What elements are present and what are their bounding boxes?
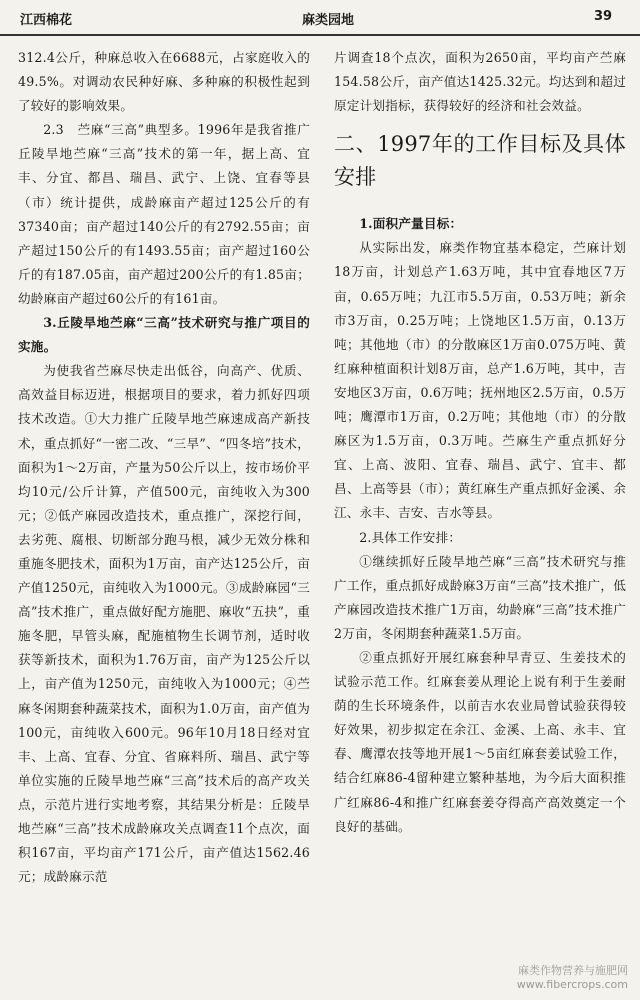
paragraph: 从实际出发，麻类作物宜基本稳定，苎麻计划18万亩，计划总产1.63万吨，其中宜春地区7万亩，0.65万吨；九江市5.5万亩，0.53万吨；新余市3万亩，0.25万吨；上饶地区1.5万亩，0.13万吨；其他地（市）的分散麻区1万亩0.075万吨、黄红麻种植面积计划8万亩，总产1.6万吨，其中，吉安地区3万亩，0.6万吨；抚州地区2.5万亩，0.5万吨；鹰潭市1万亩，0.2万吨；其他地（市）的分散麻区为1.5万亩，0.3万吨。苎麻生产重点抓好分宜、上高、波阳、宜春、瑞昌、武宁、宜丰、都昌、上高等县（市）；黄红麻生产重点抓好金溪、余江、永丰、吉安、吉水等县。 xyxy=(334,240,626,521)
page-number: 39 xyxy=(594,9,613,24)
paragraph: 2.3 苎麻“三高”典型多。1996年是我省推广丘陵旱地苎麻“三高”技术的第一年，据上高、宜丰、分宜、都昌、瑞昌、武宁、上饶、宜春等县（市）统计提供，成龄麻亩产超过125公斤的有37340亩；亩产超过140公斤的有2792.55亩；亩产超过150公斤的有1493.55亩；亩产超过160公斤的有187.05亩，亩产超过200公斤的有1.85亩；幼龄麻亩产超过60公斤的有161亩。 xyxy=(18,122,310,306)
paragraph: ①继续抓好丘陵旱地苎麻“三高”技术研究与推广工作，重点抓好成龄麻3万亩“三高”技术推广，低产麻园改造技术推广1万亩，幼龄麻“三高”技术推广2万亩，冬闲期套种蔬菜1.5万亩。 xyxy=(334,553,626,641)
paragraph: 312.4公斤，种麻总收入在6688元，占家庭收入的49.5%。对调动农民种好麻、多种麻的积极性起到了较好的影响效果。 xyxy=(18,50,310,114)
left-column xyxy=(18,46,310,889)
subsection-heading: 1.面积产量目标： xyxy=(359,216,463,232)
section-heading: 3.丘陵旱地苎麻“三高”技术研究与推广项目的实施。 xyxy=(18,315,310,355)
section-title: 二、1997年的工作目标及具体安排 xyxy=(334,132,626,190)
page-header xyxy=(0,0,640,36)
watermark-url: www.fibercrops.com xyxy=(516,978,628,991)
journal-name: 江西棉花 xyxy=(20,13,73,28)
section-name: 麻类园地 xyxy=(302,13,355,28)
watermark-title: 麻类作物营养与施肥网 xyxy=(518,964,628,977)
paragraph: 2.具体工作安排： xyxy=(359,529,462,545)
paragraph: 为使我省苎麻尽快走出低谷，向高产、优质、高效益目标迈进，根据项目的要求，着力抓好四项技术改造。①大力推广丘陵旱地苎麻速成高产新技术，重点抓好“一密二改、“三旱”、“四冬培”技术，面积为1～2万亩，产量为50公斤以上，按市场价平均10元/公斤计算，产值500元，亩纯收入为300元；②低产麻园改造技术，重点推广，深挖行间，去劣蔸、腐根、切断部分跑马根，减少无效分株和重施冬肥技术，面积为1万亩，亩产达125公斤，亩产值1250元，亩纯收入为1000元。③成龄麻园“三高”技术推广，重点做好配方施肥、麻收“五抉”，重施冬肥，早管头麻，配施植物生长调节剂，适时收获等新技术，面积为1.76万亩，亩产为125公斤以上，亩产值为1250元，亩纯收入为1000元；④苎麻冬闲期套种蔬菜技术，面积为1.0万亩，亩产值为100元，亩纯收入600元。96年10月18日经对宜丰、上高、宜春、分宜、省麻料所、瑞昌、武宁等单位实施的丘陵旱地苎麻“三高”技术后的高产攻关点，示范片进行实地考察，其结果分析是：丘陵旱地苎麻“三高”技术成龄麻攻关点调查11个点次，面积167亩，平均亩产171公斤，亩产值达1562.46元；成龄麻示范 xyxy=(18,363,310,885)
paragraph: ②重点抓好开展红麻套种早青豆、生姜技术的试验示范工作。红麻套姜从理论上说有利于生姜耐荫的生长环境条件，以前吉水农业局曾试验获得较好效果，初步拟定在余江、金溪、上高、永丰、宜春、鹰潭农技等地开展1～5亩红麻套姜试验工作，结合红麻86-4留种建立繁种基地，为今后大面积推广红麻86-4和推广红麻套姜夺得高产高效奠定一个良好的基础。 xyxy=(334,649,626,834)
watermark xyxy=(517,964,628,992)
paragraph: 片调查18个点次，面积为2650亩，平均亩产苎麻154.58公斤，亩产值达1425.32元。均达到和超过原定计划指标，获得较好的经济和社会效益。 xyxy=(334,50,626,114)
right-column xyxy=(334,46,626,839)
